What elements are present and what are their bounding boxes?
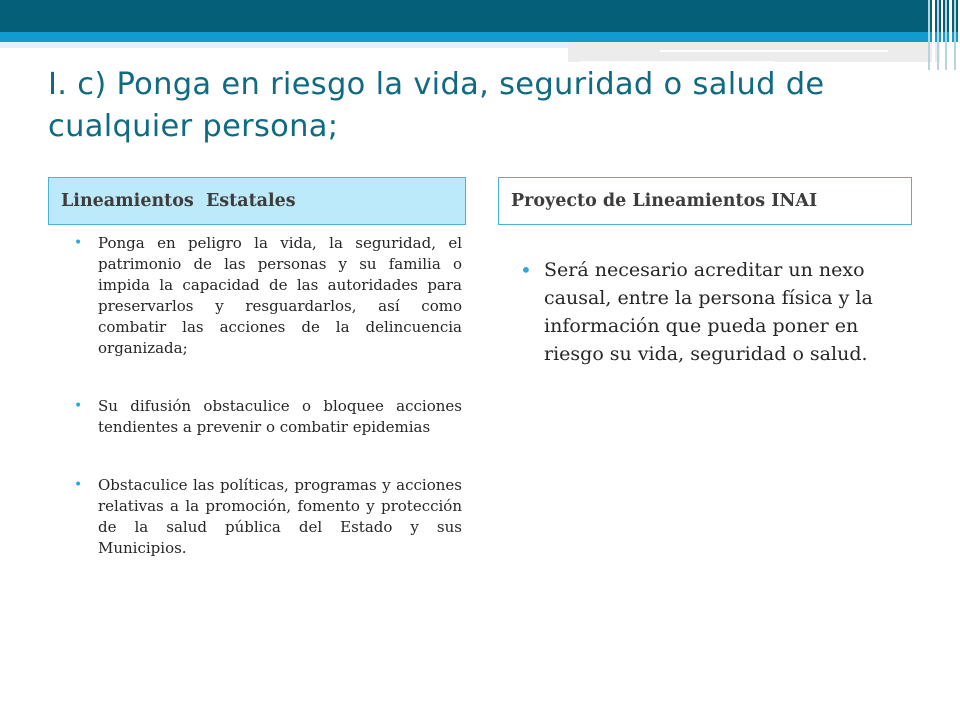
list-item <box>520 256 910 368</box>
left-column-header <box>48 177 466 225</box>
list-item-text: Su difusión obstaculice o bloquee acciones tendientes a prevenir o combatir epidemias <box>98 397 462 436</box>
list-item <box>74 396 462 438</box>
list-item-text: Será necesario acreditar un nexo causal, entre la persona física y la información que pueda poner en riesgo su vida, seguridad o salud. <box>544 259 873 365</box>
list-item-text: Obstaculice las políticas, programas y acciones relativas a la promoción, fomento y protección de la salud pública del Estado y sus Municipios. <box>98 476 462 557</box>
top-decor-band <box>0 0 960 32</box>
bullet-icon: • <box>74 398 83 414</box>
left-column-content <box>74 233 462 596</box>
decor-line <box>580 61 775 63</box>
right-column-header <box>498 177 912 225</box>
left-header-label: Lineamientos Estatales <box>61 191 296 211</box>
decor-line <box>660 50 888 52</box>
list-item <box>74 233 462 359</box>
slide-title: I. c) Ponga en riesgo la vida, seguridad o salud de cualquier persona; <box>48 67 825 144</box>
right-bullet-list <box>520 256 910 368</box>
bullet-icon: • <box>520 258 532 282</box>
bullet-icon: • <box>74 477 83 493</box>
right-column-content <box>520 256 910 368</box>
list-item-text: Ponga en peligro la vida, la seguridad, el patrimonio de las personas y su familia o impida la capacidad de las autoridades para preservarlos y resguardarlos, así como combatir las acciones de la delincuencia organizada; <box>98 234 462 357</box>
corner-stripes <box>928 0 960 70</box>
left-bullet-list <box>74 233 462 559</box>
grey-decor-band <box>568 42 940 62</box>
list-item <box>74 475 462 559</box>
accent-decor-band <box>0 32 960 42</box>
bullet-icon: • <box>74 235 83 251</box>
right-header-label: Proyecto de Lineamientos INAI <box>511 191 818 211</box>
